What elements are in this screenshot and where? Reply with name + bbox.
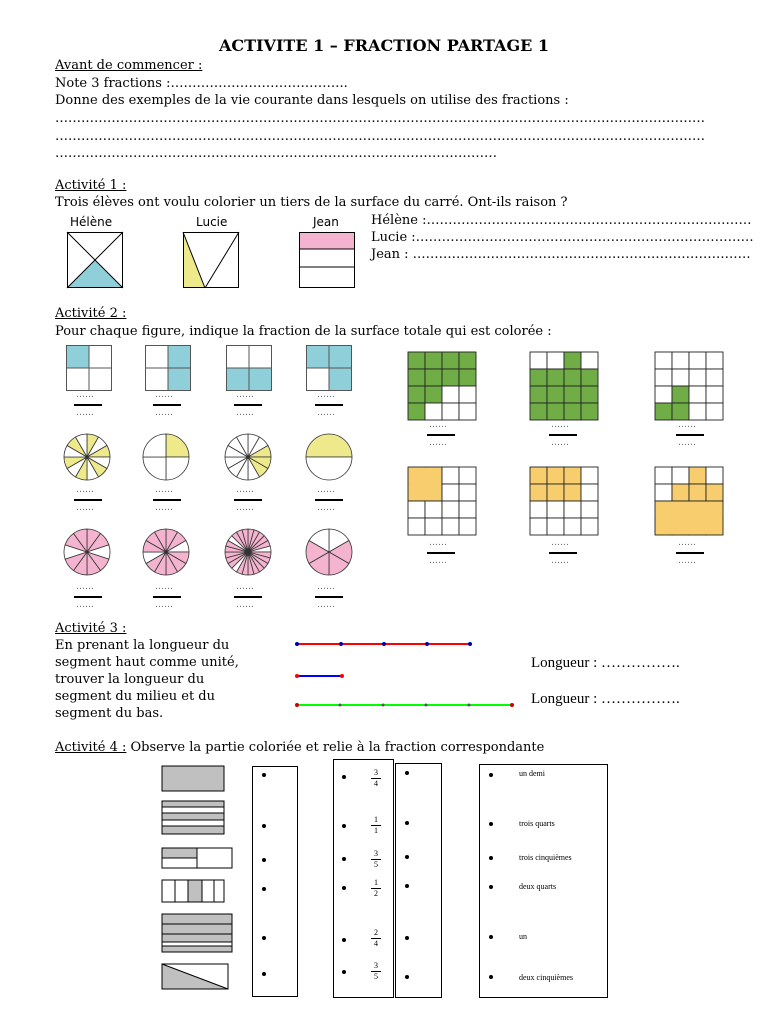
activity3-line: segment du milieu et du [55, 689, 216, 704]
answer-helene: Hélène :………………………………………………………………… [371, 213, 752, 228]
denominator-blank[interactable]: …… [155, 408, 173, 418]
numerator-blank[interactable]: …… [317, 582, 335, 592]
numerator-blank[interactable]: …… [236, 390, 254, 400]
denominator-blank[interactable]: …… [155, 600, 173, 610]
numerator-blank[interactable]: …… [236, 582, 254, 592]
word-label: un [519, 932, 527, 941]
denominator-blank[interactable]: …… [551, 438, 569, 448]
fraction-bar [74, 404, 102, 406]
fraction-grid [530, 352, 598, 420]
numerator-blank[interactable]: …… [76, 485, 94, 495]
numerator-blank[interactable]: …… [76, 582, 94, 592]
numerator-blank[interactable]: …… [236, 485, 254, 495]
student-name-jean: Jean [313, 215, 339, 229]
gray-shapes [160, 764, 240, 994]
activity4-instruction [55, 740, 544, 756]
answer-lucie: Lucie :…………………………………………………………………… [371, 230, 754, 245]
fraction-item [371, 929, 381, 948]
fraction-numerator: 1 [374, 878, 378, 887]
fraction-bar [315, 404, 343, 406]
fraction-bar [676, 552, 704, 554]
word-label: deux cinquièmes [519, 973, 573, 982]
intro-heading: Avant de commencer : [55, 58, 203, 73]
denominator-blank[interactable]: …… [236, 503, 254, 513]
denominator-blank[interactable]: …… [76, 503, 94, 513]
denominator-blank[interactable]: …… [678, 556, 696, 566]
activity3-line: En prenant la longueur du [55, 638, 230, 653]
numerator-blank[interactable]: …… [678, 538, 696, 548]
numerator-blank[interactable]: …… [429, 538, 447, 548]
activity3-line: trouver la longueur du [55, 672, 205, 687]
fraction-numerator: 3 [374, 961, 378, 970]
fraction-bar [234, 596, 262, 598]
fraction-numerator: 3 [374, 768, 378, 777]
fraction-numerator: 3 [374, 849, 378, 858]
activity1-question: Trois élèves ont voulu colorier un tiers de la surface du carré. Ont-ils raison ? [55, 195, 568, 210]
intro-question: Donne des exemples de la vie courante dans lesquels on utilise des fractions : [55, 93, 569, 108]
activity3-line: segment du bas. [55, 706, 164, 721]
fraction-denominator: 4 [374, 939, 378, 948]
activity3-line: segment haut comme unité, [55, 655, 239, 670]
activity4-heading: Activité 4 : [55, 740, 127, 755]
word-label: trois cinquièmes [519, 853, 572, 862]
numerator-blank[interactable]: …… [551, 538, 569, 548]
matching-box-1 [252, 766, 300, 998]
denominator-blank[interactable]: …… [317, 408, 335, 418]
denominator-blank[interactable]: …… [317, 503, 335, 513]
fraction-bar [427, 552, 455, 554]
fraction-item [371, 816, 381, 835]
denominator-blank[interactable]: …… [236, 408, 254, 418]
numerator-blank[interactable]: …… [429, 420, 447, 430]
fraction-item [371, 962, 381, 981]
fraction-item [371, 769, 381, 788]
word-label: deux quarts [519, 882, 557, 891]
student-name-lucie: Lucie [196, 215, 228, 229]
denominator-blank[interactable]: …… [678, 438, 696, 448]
word-label: trois quarts [519, 819, 555, 828]
word-label: un demi [519, 769, 545, 778]
fraction-denominator: 5 [374, 972, 378, 981]
activity4-question: Observe la partie coloriée et relie à la fraction correspondante [126, 740, 545, 755]
numerator-blank[interactable]: …… [155, 582, 173, 592]
activity2-question: Pour chaque figure, indique la fraction de la surface totale qui est colorée : [55, 324, 552, 339]
fraction-bar [315, 596, 343, 598]
numerator-blank[interactable]: …… [551, 420, 569, 430]
denominator-blank[interactable]: …… [429, 438, 447, 448]
fraction-item [371, 850, 381, 869]
answer-line: ………………………………………………………………………………………… [55, 146, 497, 161]
fraction-numerator: 2 [374, 928, 378, 937]
segments [290, 636, 530, 716]
fraction-bar [74, 596, 102, 598]
numerator-blank[interactable]: …… [678, 420, 696, 430]
denominator-blank[interactable]: …… [236, 600, 254, 610]
answer-line: …………………………………………………………………………………………………………………………………… [55, 129, 705, 144]
fraction-denominator: 1 [374, 826, 378, 835]
denominator-blank[interactable]: …… [551, 556, 569, 566]
fraction-bar [549, 552, 577, 554]
denominator-blank[interactable]: …… [429, 556, 447, 566]
page-title: ACTIVITE 1 – FRACTION PARTAGE 1 [218, 36, 549, 55]
numerator-blank[interactable]: …… [76, 390, 94, 400]
fraction-denominator: 2 [374, 889, 378, 898]
fraction-item [371, 879, 381, 898]
numerator-blank[interactable]: …… [317, 485, 335, 495]
student-name-helene: Hélène [70, 215, 113, 229]
fraction-grid [530, 467, 598, 535]
denominator-blank[interactable]: …… [76, 600, 94, 610]
fraction-numerator: 1 [374, 815, 378, 824]
fraction-bar [427, 434, 455, 436]
fraction-bar [74, 499, 102, 501]
denominator-blank[interactable]: …… [155, 503, 173, 513]
length-answer-1: Longueur : ……………. [531, 655, 680, 671]
numerator-blank[interactable]: …… [155, 485, 173, 495]
fraction-denominator: 4 [374, 779, 378, 788]
fraction-bar [234, 404, 262, 406]
denominator-blank[interactable]: …… [76, 408, 94, 418]
fraction-bar [153, 596, 181, 598]
matching-box-2 [333, 759, 395, 999]
fraction-bar [153, 404, 181, 406]
fraction-bar [315, 499, 343, 501]
fraction-bar [153, 499, 181, 501]
fraction-bar [676, 434, 704, 436]
activity1-heading: Activité 1 : [55, 178, 127, 193]
fraction-bar [234, 499, 262, 501]
matching-box-3 [395, 763, 443, 999]
numerator-blank[interactable]: …… [155, 390, 173, 400]
fraction-denominator: 5 [374, 860, 378, 869]
answer-jean: Jean : …………………………………………………………………… [371, 247, 751, 262]
activity3-heading: Activité 3 : [55, 621, 127, 636]
fraction-grid [655, 352, 723, 420]
answer-line: …………………………………………………………………………………………………………………………………… [55, 111, 705, 126]
intro-note: Note 3 fractions :………………………………….. [55, 76, 348, 91]
activity2-heading: Activité 2 : [55, 306, 127, 321]
denominator-blank[interactable]: …… [317, 600, 335, 610]
fraction-bar [549, 434, 577, 436]
length-answer-2: Longueur : ……………. [531, 691, 680, 707]
fraction-grid [408, 352, 476, 420]
numerator-blank[interactable]: …… [317, 390, 335, 400]
